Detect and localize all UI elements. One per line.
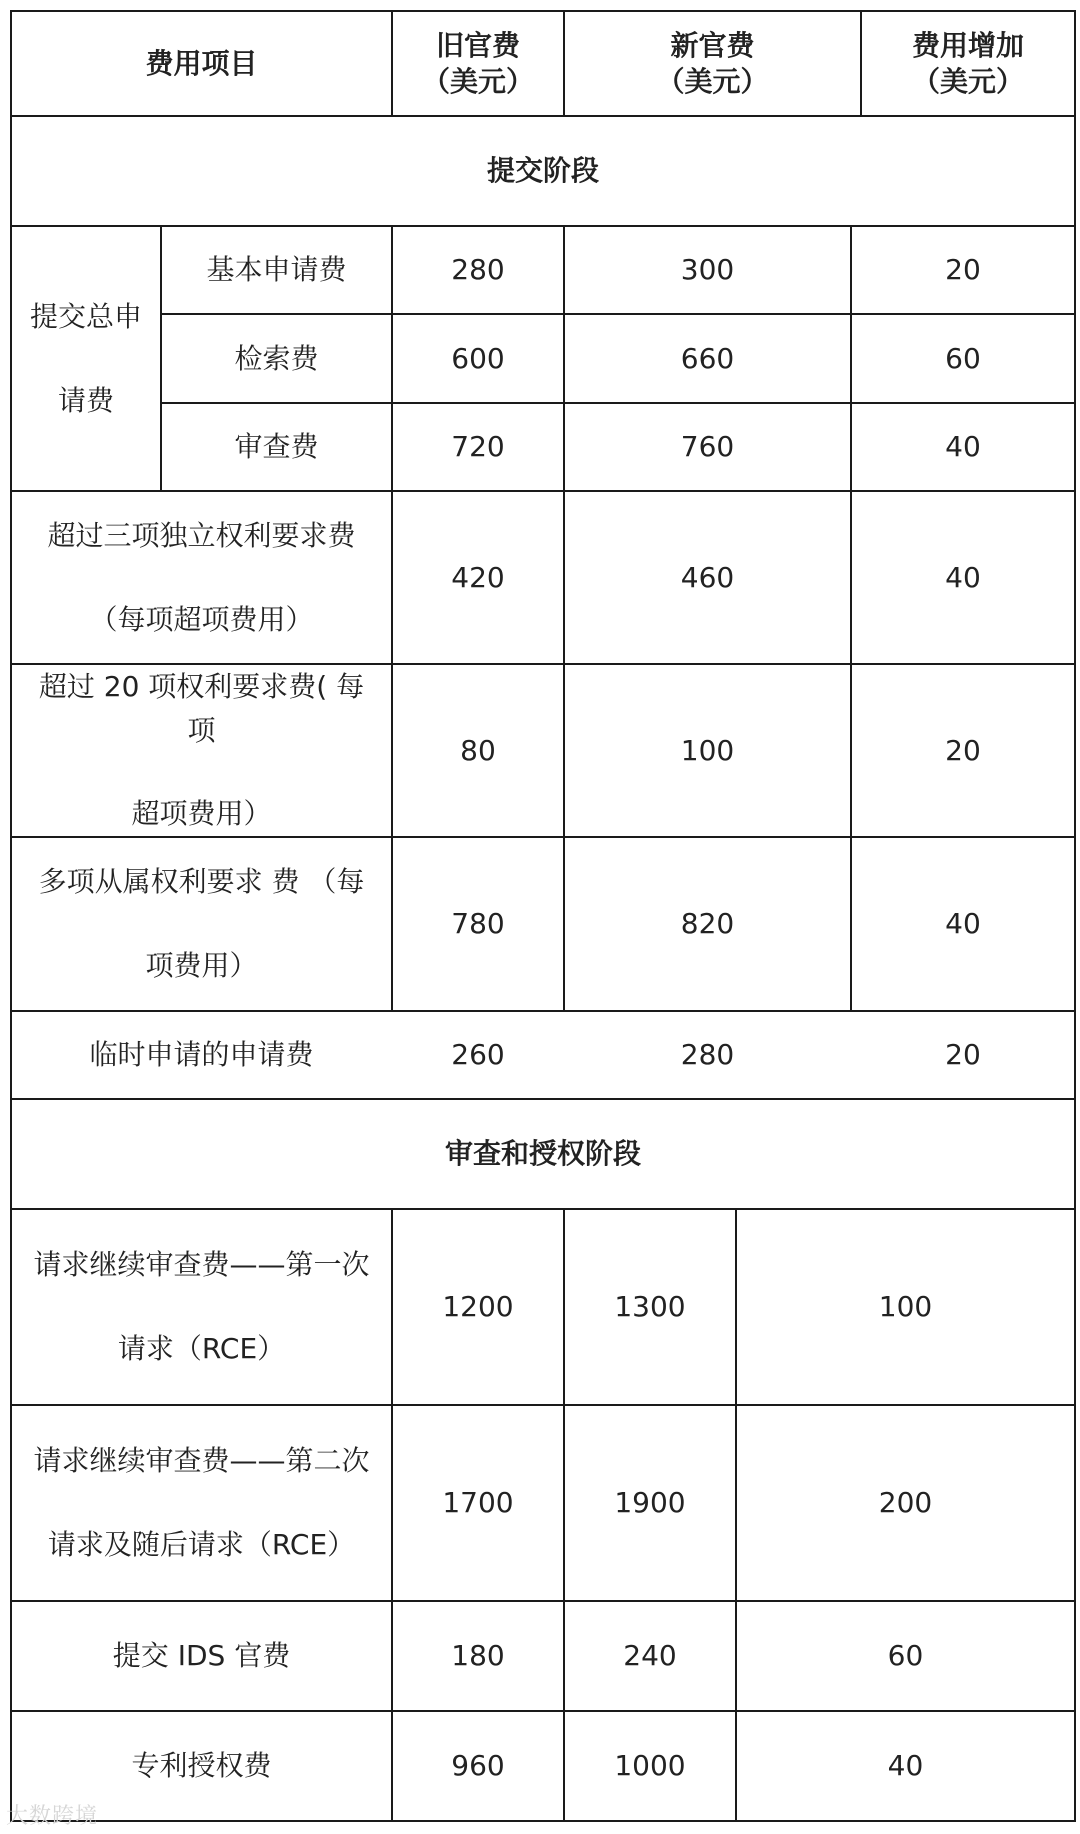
fee-increase-value: 60 <box>945 341 981 375</box>
fee-increase-value: 40 <box>945 560 981 594</box>
fee-increase-value: 60 <box>887 1639 924 1672</box>
new-fee-value: 660 <box>680 341 735 375</box>
fee-name: 提交 IDS 官费 <box>112 1639 291 1672</box>
fee-increase-value: 20 <box>945 1038 981 1071</box>
fee-name: 多项从属权利要求 费 （每 项费用） <box>38 865 365 982</box>
new-fee-value: 1300 <box>614 1290 686 1323</box>
new-fee-value: 1000 <box>614 1749 686 1782</box>
header-fee-increase: 费用增加 （美元） <box>911 28 1024 98</box>
old-fee-value: 1700 <box>442 1486 514 1519</box>
table-border-bottom <box>10 1820 1075 1822</box>
old-fee-value: 780 <box>451 907 505 940</box>
section-title-examination-grant: 审查和授权阶段 <box>444 1137 641 1170</box>
fee-increase-value: 100 <box>878 1290 933 1323</box>
old-fee-value: 420 <box>451 560 505 594</box>
new-fee-value: 240 <box>623 1639 677 1672</box>
fee-name: 超过三项独立权利要求费 （每项超项费用） <box>47 518 356 636</box>
new-fee-value: 460 <box>680 560 735 594</box>
fee-name: 请求继续审查费——第二次 请求及随后请求（RCE） <box>33 1444 370 1561</box>
old-fee-value: 280 <box>451 253 505 286</box>
old-fee-value: 600 <box>451 341 505 375</box>
new-fee-value: 820 <box>680 907 735 940</box>
fee-name: 审查费 <box>234 430 319 463</box>
old-fee-value: 80 <box>460 733 496 767</box>
new-fee-value: 1900 <box>614 1486 686 1519</box>
header-new-fee: 新官费 （美元） <box>656 28 769 98</box>
old-fee-value: 260 <box>451 1038 505 1071</box>
fee-name: 基本申请费 <box>206 253 347 286</box>
watermark: 大数跨境 <box>6 1804 99 1829</box>
fee-name: 检索费 <box>234 341 319 375</box>
fee-increase-value: 20 <box>945 733 981 767</box>
fee-name: 超过 20 项权利要求费( 每项 超项费用） <box>38 670 365 830</box>
new-fee-value: 760 <box>680 430 735 463</box>
fee-increase-value: 40 <box>887 1749 924 1782</box>
group-label-total-filing-fee: 提交总申 请费 <box>29 299 142 417</box>
fee-increase-value: 200 <box>878 1486 933 1519</box>
header-old-fee: 旧官费 （美元） <box>421 28 534 98</box>
fee-increase-value: 40 <box>945 907 981 940</box>
old-fee-value: 180 <box>451 1639 505 1672</box>
old-fee-value: 720 <box>451 430 505 463</box>
old-fee-value: 960 <box>451 1749 505 1782</box>
fee-increase-value: 40 <box>945 430 981 463</box>
fee-increase-value: 20 <box>945 253 981 286</box>
fee-name: 请求继续审查费——第一次 请求（RCE） <box>33 1248 370 1365</box>
header-fee-item: 费用项目 <box>145 46 258 80</box>
old-fee-value: 1200 <box>442 1290 514 1323</box>
new-fee-value: 280 <box>680 1038 735 1071</box>
section-title-submission: 提交阶段 <box>486 154 599 187</box>
new-fee-value: 100 <box>680 733 735 767</box>
new-fee-value: 300 <box>680 253 735 286</box>
fee-name: 临时申请的申请费 <box>89 1038 314 1071</box>
fee-name: 专利授权费 <box>131 1749 272 1782</box>
table-border-right <box>1074 10 1076 1822</box>
